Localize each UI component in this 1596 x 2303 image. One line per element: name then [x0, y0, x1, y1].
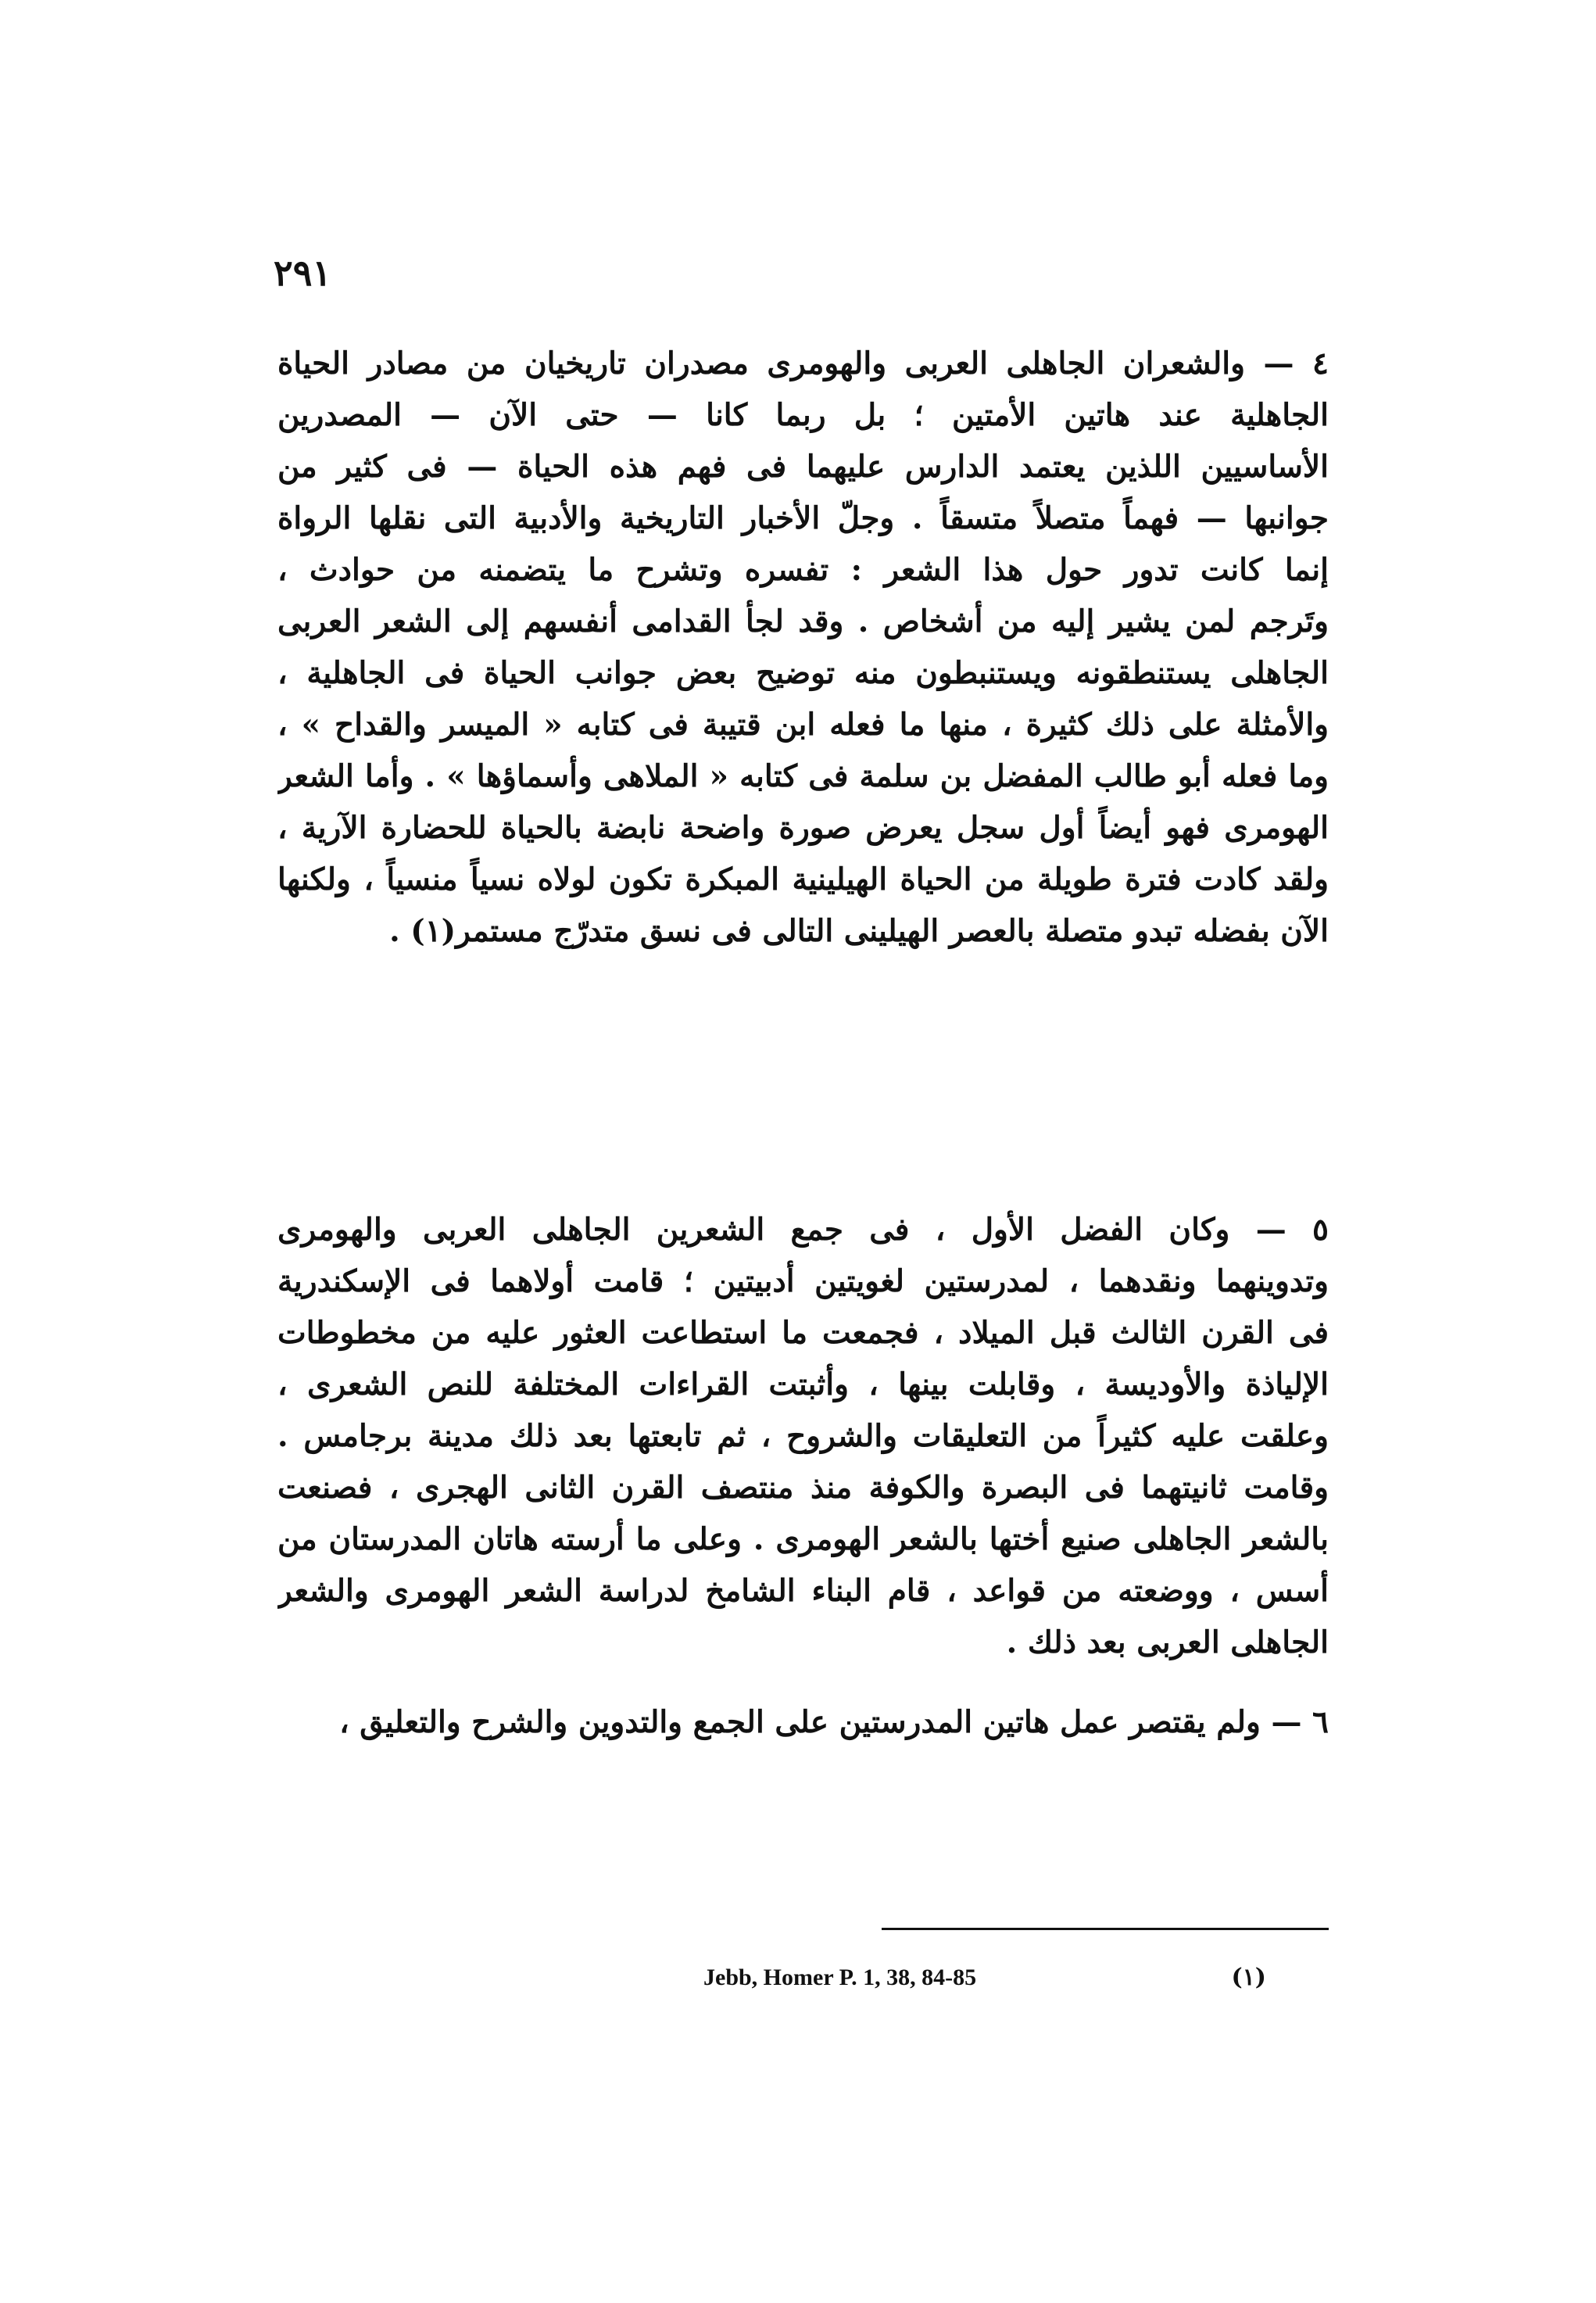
footnote — [703, 1964, 1266, 1991]
footnote-citation: Jebb, Homer P. 1, 38, 84-85 — [703, 1964, 977, 1990]
text-line: وتدوينهما ونقدهما ، لمدرستين لغويتين أدبيتين ؛ قامت أولاهما فى الإسكندرية — [277, 1263, 1329, 1299]
text-line: وما فعله أبو طالب المفضل بن سلمة فى كتابه « الملاهى وأسماؤها » . وأما الشعر — [277, 758, 1329, 794]
text-line: الجاهلية عند هاتين الأمتين ؛ بل ربما كانا — حتى الآن — المصدرين — [277, 397, 1329, 433]
text-line: أسس ، ووضعته من قواعد ، قام البناء الشامخ لدراسة الشعر الهومرى والشعر — [277, 1573, 1329, 1609]
text-line: الأساسيين اللذين يعتمد الدارس عليهما فى فهم هذه الحياة — فى كثير من — [277, 449, 1329, 485]
page-number: ٢٩١ — [274, 252, 332, 294]
footnote-marker: (١) — [1231, 1964, 1266, 1991]
paragraph-6 — [277, 1696, 1329, 1748]
text-line: إنما كانت تدور حول هذا الشعر : تفسره وتشرح ما يتضمنه من حوادث ، — [277, 552, 1329, 588]
text-line: وقامت ثانيتهما فى البصرة والكوفة منذ منتصف القرن الثانى الهجرى ، فصنعت — [277, 1470, 1329, 1506]
text-line: ٦ — ولم يقتصر عمل هاتين المدرستين على الجمع والتدوين والشرح والتعليق ، — [339, 1704, 1329, 1740]
text-line: بالشعر الجاهلى صنيع أختها بالشعر الهومرى . وعلى ما أرسته هاتان المدرستان من — [277, 1521, 1329, 1557]
text-line: ولقد كادت فترة طويلة من الحياة الهيلينية المبكرة تكون لولاه نسياً منسياً ، ولكنها — [277, 861, 1329, 897]
paragraph-5 — [277, 1204, 1329, 1668]
text-line: جوانبها — فهماً متصلاً متسقاً . وجلّ الأخبار التاريخية والأدبية التى نقلها الرواة — [277, 500, 1329, 536]
text-line: الآن بفضله تبدو متصلة بالعصر الهيلينى التالى فى نسق متدرّج مستمر(١) . — [389, 913, 1329, 949]
text-line: وتَرجم لمن يشير إليه من أشخاص . وقد لجأ القدامى أنفسهم إلى الشعر العربى — [277, 604, 1329, 639]
text-line: فى القرن الثالث قبل الميلاد ، فجمعت ما استطاعت العثور عليه من مخطوطات — [277, 1315, 1329, 1351]
text-line: وعلقت عليه كثيراً من التعليقات والشروح ، ثم تابعتها بعد ذلك مدينة برجامس . — [277, 1418, 1329, 1454]
text-line: الجاهلى العربى بعد ذلك . — [1006, 1624, 1329, 1660]
paragraph-4 — [277, 338, 1329, 957]
text-line: والأمثلة على ذلك كثيرة ، منها ما فعله ابن قتيبة فى كتابه « الميسر والقداح » ، — [277, 707, 1329, 743]
text-line: ٤ — والشعران الجاهلى العربى والهومرى مصدران تاريخيان من مصادر الحياة — [277, 346, 1329, 381]
text-line: ٥ — وكان الفضل الأول ، فى جمع الشعرين الجاهلى العربى والهومرى — [277, 1212, 1329, 1248]
text-line: الجاهلى يستنطقونه ويستنبطون منه توضيح بعض جوانب الحياة فى الجاهلية ، — [277, 655, 1329, 691]
text-line: الإلياذة والأوديسة ، وقابلت بينها ، وأثبتت القراءات المختلفة للنص الشعرى ، — [277, 1366, 1329, 1402]
footnote-divider — [882, 1928, 1329, 1930]
text-line: الهومرى فهو أيضاً أول سجل يعرض صورة واضحة نابضة بالحياة للحضارة الآرية ، — [277, 810, 1329, 846]
